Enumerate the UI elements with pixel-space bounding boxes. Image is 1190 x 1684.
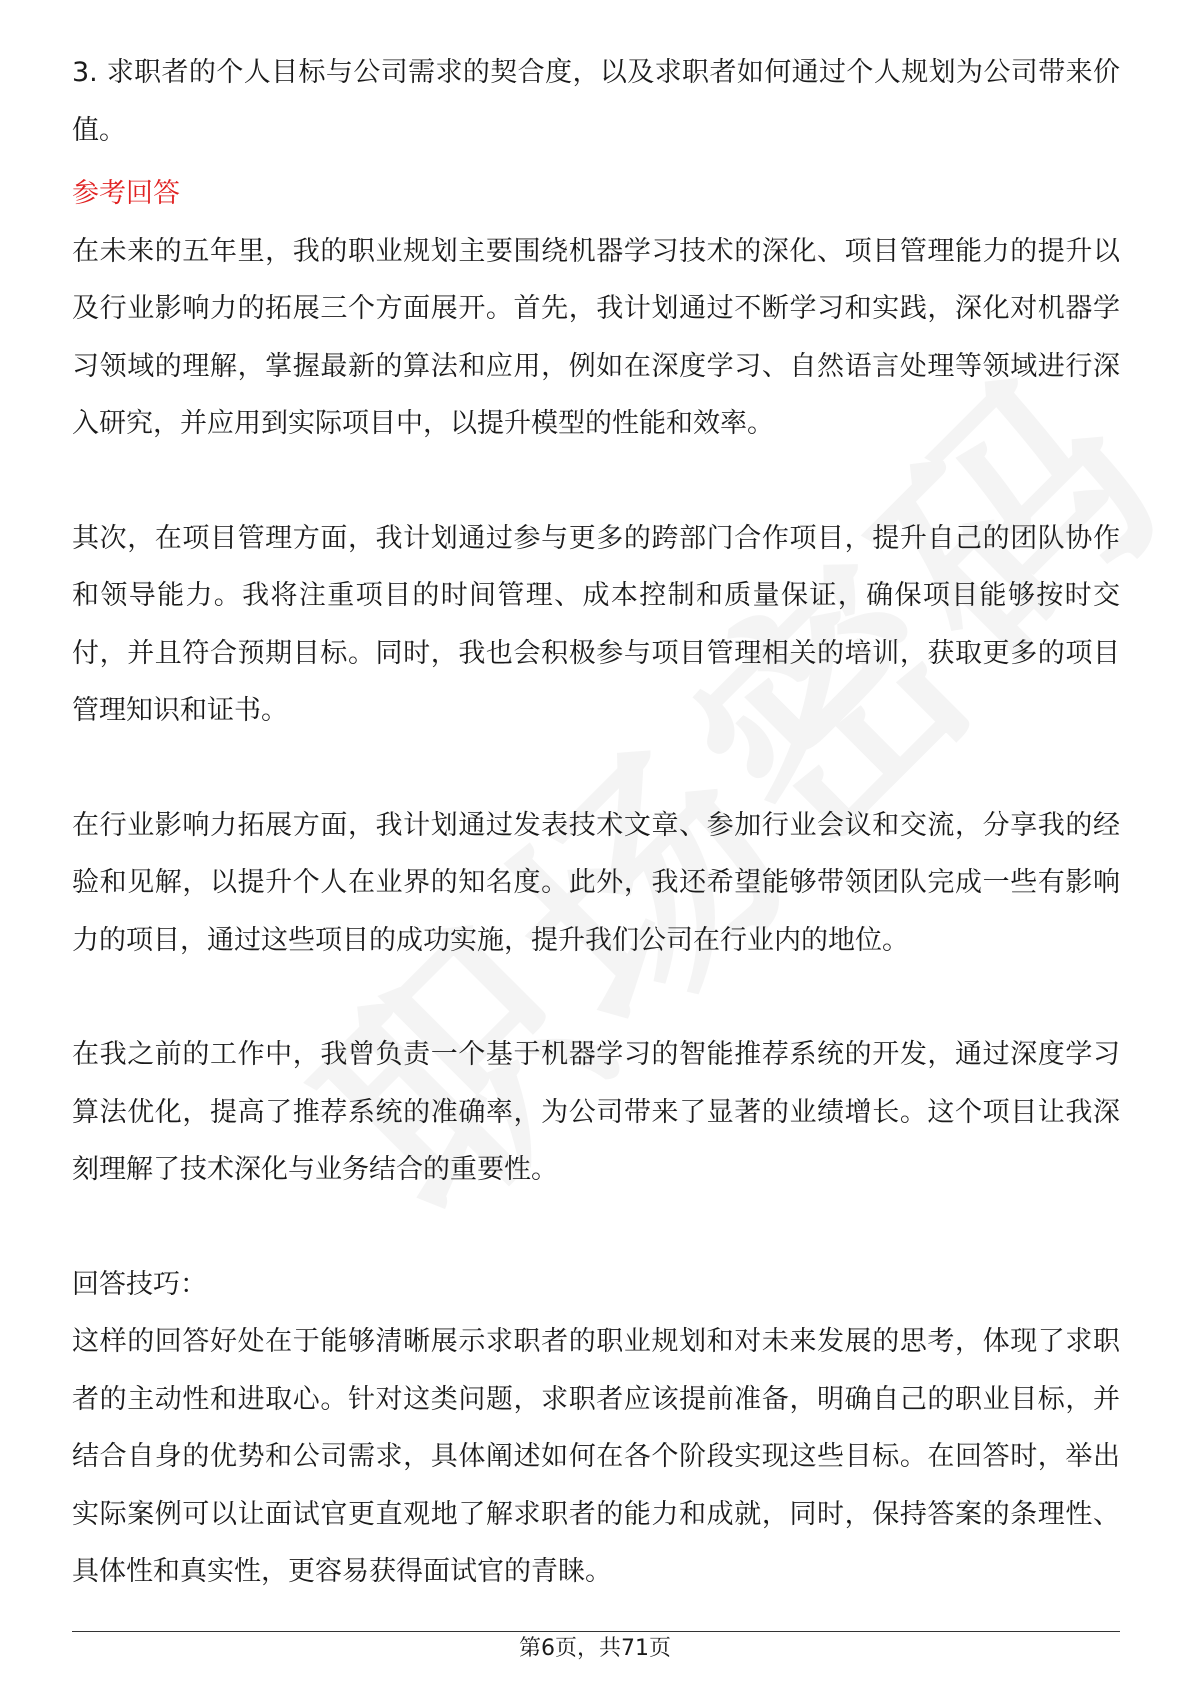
page-number: 第6页，共71页	[519, 1636, 671, 1661]
answer-paragraph-3: 在行业影响力拓展方面，我计划通过发表技术文章、参加行业会议和交流，分享我的经验和见解，以提升个人在业界的知名度。此外，我还希望能够带领团队完成一些有影响力的项目，通过这些项目的成功实施，提升我们公司在行业内的地位。	[72, 809, 1120, 956]
answer-heading: 参考回答	[72, 178, 180, 209]
tips-heading: 回答技巧：	[72, 1268, 207, 1300]
question-point: 3. 求职者的个人目标与公司需求的契合度，以及求职者如何通过个人规划为公司带来价值。	[72, 57, 1120, 146]
footer-divider	[72, 1631, 1120, 1632]
answer-paragraph-4: 在我之前的工作中，我曾负责一个基于机器学习的智能推荐系统的开发，通过深度学习算法优化，提高了推荐系统的准确率，为公司带来了显著的业绩增长。这个项目让我深刻理解了技术深化与业务结合的重要性。	[72, 1039, 1120, 1185]
answer-paragraph-2: 其次，在项目管理方面，我计划通过参与更多的跨部门合作项目，提升自己的团队协作和领导能力。我将注重项目的时间管理、成本控制和质量保证，确保项目能够按时交付，并且符合预期目标。同时，我也会积极参与项目管理相关的培训，获取更多的项目管理知识和证书。	[72, 522, 1120, 726]
answer-paragraph-1: 在未来的五年里，我的职业规划主要围绕机器学习技术的深化、项目管理能力的提升以及行业影响力的拓展三个方面展开。首先，我计划通过不断学习和实践，深化对机器学习领域的理解，掌握最新的算法和应用，例如在深度学习、自然语言处理等领域进行深入研究，并应用到实际项目中，以提升模型的性能和效率。	[72, 235, 1120, 439]
tips-paragraph: 这样的回答好处在于能够清晰展示求职者的职业规划和对未来发展的思考，体现了求职者的主动性和进取心。针对这类问题，求职者应该提前准备，明确自己的职业目标，并结合自身的优势和公司需求，具体阐述如何在各个阶段实现这些目标。在回答时，举出实际案例可以让面试官更直观地了解求职者的能力和成就，同时，保持答案的条理性、具体性和真实性，更容易获得面试官的青睐。	[72, 1326, 1120, 1587]
document-body	[72, 44, 1120, 1601]
